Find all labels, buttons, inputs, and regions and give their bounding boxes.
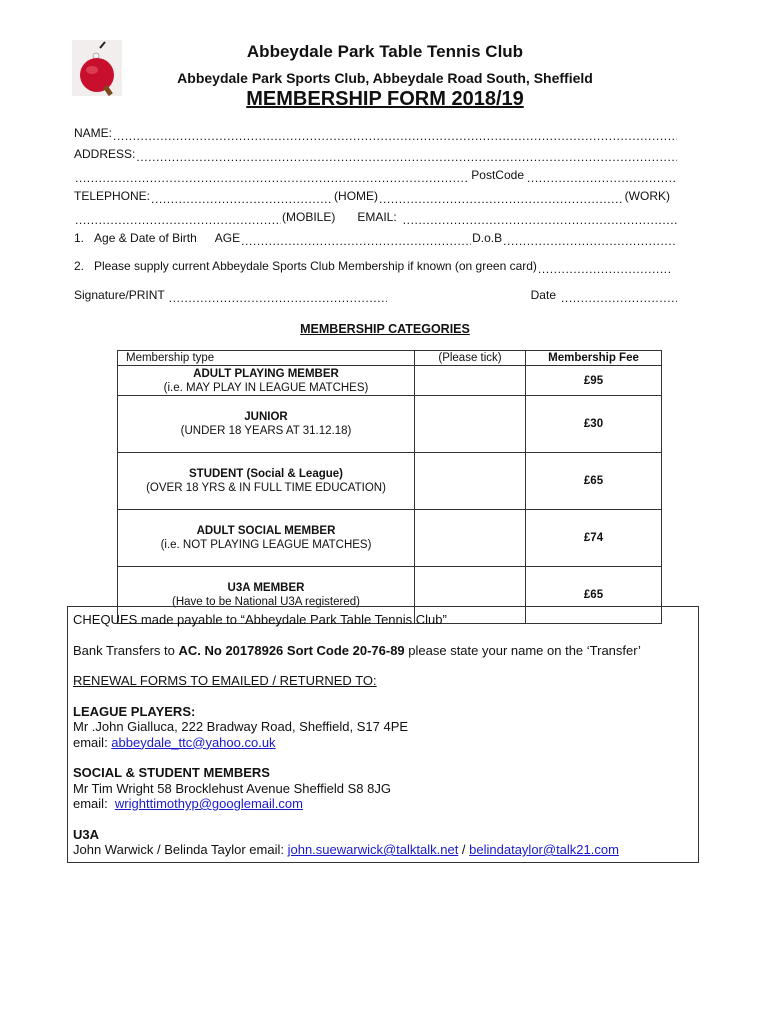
telephone-label: TELEPHONE: xyxy=(74,189,151,203)
category-name: ADULT PLAYING MEMBER xyxy=(193,368,339,380)
category-name: U3A MEMBER xyxy=(227,582,305,594)
type-column-header: Membership type xyxy=(118,351,415,366)
q1-number: 1. xyxy=(74,231,85,245)
fee-value: £95 xyxy=(526,366,662,396)
u3a-email-link-1[interactable]: john.suewarwick@talktalk.net xyxy=(287,842,459,857)
category-cell xyxy=(118,453,415,510)
social-email-line xyxy=(73,796,693,812)
bank-transfer-note xyxy=(73,643,693,659)
address-field-2[interactable] xyxy=(75,170,468,183)
table-header-row xyxy=(118,351,662,366)
category-cell xyxy=(118,510,415,567)
u3a-contact-line xyxy=(73,842,693,858)
category-cell xyxy=(118,366,415,396)
home-phone-field[interactable] xyxy=(151,191,333,204)
name-field[interactable] xyxy=(113,128,677,141)
age-dob-line xyxy=(74,230,678,246)
category-name: STUDENT (Social & League) xyxy=(189,468,343,480)
tick-column-header: (Please tick) xyxy=(415,351,526,366)
u3a-email-link-2[interactable]: belindataylor@talk21.com xyxy=(469,842,619,857)
fee-value: £30 xyxy=(526,396,662,453)
category-name: JUNIOR xyxy=(244,411,288,423)
social-email-label: email: xyxy=(73,796,115,811)
postcode-line xyxy=(74,167,678,183)
age-label: AGE xyxy=(214,231,241,245)
category-detail: (Have to be National U3A registered) xyxy=(172,596,360,608)
q2-label: Please supply current Abbeydale Sports Club Membership if known (on green card) xyxy=(94,259,537,273)
table-row xyxy=(118,510,662,567)
fee-column-header: Membership Fee xyxy=(526,351,662,366)
social-contact: Mr Tim Wright 58 Brocklehust Avenue Sheffield S8 8JG xyxy=(73,780,391,796)
league-email-link[interactable]: abbeydale_ttc@yahoo.co.uk xyxy=(111,734,276,750)
league-heading: LEAGUE PLAYERS: xyxy=(73,703,196,719)
date-label: Date xyxy=(530,288,556,302)
signature-field[interactable] xyxy=(169,290,387,303)
category-cell xyxy=(118,396,415,453)
tick-box[interactable] xyxy=(415,453,526,510)
work-label: (WORK) xyxy=(624,189,670,203)
name-label: NAME: xyxy=(74,126,113,140)
social-email-link[interactable]: wrighttimothyp@googlemail.com xyxy=(114,796,303,811)
payment-info-box xyxy=(67,606,699,863)
league-email-line xyxy=(73,735,693,751)
table-row xyxy=(118,396,662,453)
home-label: (HOME) xyxy=(334,189,379,203)
q1-label: Age & Date of Birth xyxy=(94,231,197,245)
tick-box[interactable] xyxy=(415,510,526,567)
fee-value: £74 xyxy=(526,510,662,567)
name-line xyxy=(74,125,678,141)
dob-label: D.o.B xyxy=(472,231,503,245)
telephone-line xyxy=(74,188,678,204)
date-field[interactable] xyxy=(561,290,677,303)
tick-box[interactable] xyxy=(415,396,526,453)
dob-field[interactable] xyxy=(503,233,677,246)
bank-details: AC. No 20178926 Sort Code 20-76-89 xyxy=(178,642,405,658)
work-phone-field[interactable] xyxy=(379,191,624,204)
u3a-contact: John Warwick / Belinda Taylor email: xyxy=(73,842,288,857)
tick-box[interactable] xyxy=(415,366,526,396)
fee-value: £65 xyxy=(526,453,662,510)
form-title: MEMBERSHIP FORM 2018/19 xyxy=(246,88,524,110)
membership-number-field[interactable] xyxy=(538,261,671,274)
mobile-label: (MOBILE) xyxy=(282,210,336,224)
u3a-heading: U3A xyxy=(73,826,100,842)
league-email-label: email: xyxy=(73,734,112,750)
address-line xyxy=(74,146,678,162)
q2-number: 2. xyxy=(74,259,85,273)
address-field[interactable] xyxy=(136,149,677,162)
category-detail: (UNDER 18 YEARS AT 31.12.18) xyxy=(180,425,352,437)
email-label: EMAIL: xyxy=(357,210,397,224)
membership-number-line xyxy=(74,258,672,274)
club-name: Abbeydale Park Table Tennis Club xyxy=(246,42,524,61)
social-heading: SOCIAL & STUDENT MEMBERS xyxy=(73,765,270,780)
signature-date-line xyxy=(74,287,678,303)
u3a-separator: / xyxy=(458,842,470,857)
age-field[interactable] xyxy=(241,233,471,246)
categories-title: MEMBERSHIP CATEGORIES xyxy=(300,322,470,336)
mobile-field[interactable] xyxy=(75,212,281,225)
address-label: ADDRESS: xyxy=(74,147,136,161)
club-address: Abbeydale Park Sports Club, Abbeydale Road South, Sheffield xyxy=(177,70,593,86)
fee-value: £65 xyxy=(526,567,662,624)
bank-prefix: Bank Transfers to xyxy=(73,642,179,658)
postcode-field[interactable] xyxy=(527,170,677,183)
league-contact: Mr .John Gialluca, 222 Bradway Road, Sheffield, S17 4PE xyxy=(73,719,409,734)
category-detail: (i.e. NOT PLAYING LEAGUE MATCHES) xyxy=(160,539,372,551)
mobile-email-line xyxy=(74,209,678,225)
renewal-heading: RENEWAL FORMS TO EMAILED / RETURNED TO: xyxy=(73,673,377,688)
category-detail: (OVER 18 YRS & IN FULL TIME EDUCATION) xyxy=(146,482,386,494)
category-detail: (i.e. MAY PLAY IN LEAGUE MATCHES) xyxy=(163,382,369,394)
postcode-label: PostCode xyxy=(471,168,524,182)
membership-categories-table xyxy=(117,350,662,624)
signature-label: Signature/PRINT xyxy=(74,288,165,302)
table-row xyxy=(118,366,662,396)
table-row xyxy=(118,453,662,510)
email-field[interactable] xyxy=(403,212,677,225)
bank-suffix: please state your name on the ‘Transfer’ xyxy=(404,642,641,658)
cheques-note: CHEQUES made payable to “Abbeydale Park Table Tennis Club” xyxy=(73,612,447,627)
category-name: ADULT SOCIAL MEMBER xyxy=(196,525,336,537)
